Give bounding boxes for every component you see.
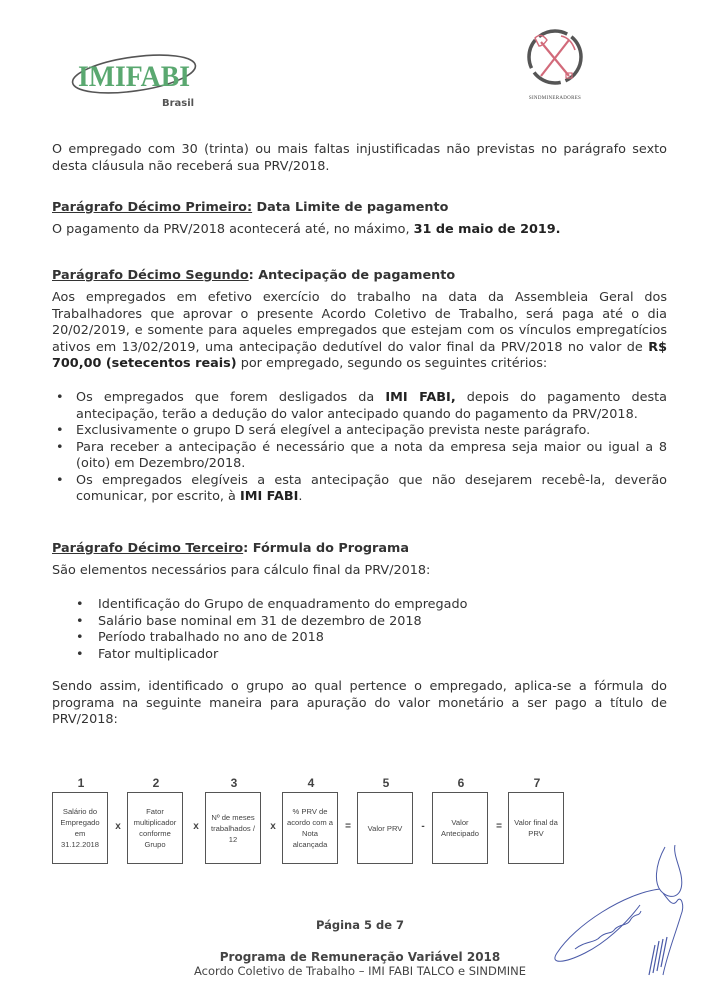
section-11-title: Data Limite de pagamento	[252, 200, 449, 215]
advance-amount: R$ 700,00 (setecentos reais)	[52, 339, 667, 371]
formula-box-salary: Salário do Empregado em 31.12.2018	[52, 792, 108, 864]
section-13-closing: Sendo assim, identificado o grupo ao qual pertence o empregado, aplica-se a fórmula do programa na seguinte maneira para apuração do valor monetário a ser pago a título de PRV/2018:	[52, 679, 667, 727]
criteria-text: .	[298, 489, 303, 504]
criteria-text: Exclusivamente o grupo D será elegível a antecipação prevista neste parágrafo.	[76, 423, 591, 438]
section-13-intro: São elementos necessários para cálculo final da PRV/2018:	[52, 563, 431, 578]
formula-box-final-value: Valor final da PRV	[508, 792, 564, 864]
section-13-heading	[52, 541, 409, 557]
multiply-operator: x	[193, 821, 199, 832]
formula-step-number: 2	[152, 776, 160, 790]
formula-step-number: 5	[382, 776, 390, 790]
section-12-criteria	[52, 390, 667, 506]
minus-operator: -	[421, 821, 425, 832]
page-number: Página 5 de 7	[315, 918, 405, 932]
criteria-item	[52, 390, 667, 423]
element-item: • Identificação do Grupo de enquadramento do empregado	[52, 597, 667, 614]
criteria-bold: IMI FABI	[239, 489, 299, 504]
logo-caption: SINDMINERADORES	[528, 96, 582, 101]
criteria-text: Os empregados que forem desligados da	[76, 390, 386, 405]
formula-step-number: 1	[77, 776, 85, 790]
logo-subtitle: Brasil	[162, 98, 195, 109]
pick-shovel-icon	[525, 22, 585, 92]
equals-operator: =	[345, 821, 351, 832]
element-item: • Salário base nominal em 31 de dezembro de 2018	[52, 614, 667, 631]
multiply-operator: x	[115, 821, 121, 832]
footer-agreement: Acordo Coletivo de Trabalho – IMI FABI TALCO e SINDMINE	[193, 964, 527, 978]
imifabi-logo	[70, 48, 200, 118]
footer-program-title: Programa de Remuneração Variável 2018	[219, 950, 501, 964]
formula-box-multiplier: Fator multiplicador conforme Grupo	[127, 792, 183, 864]
multiply-operator: x	[270, 821, 276, 832]
section-12-text-suffix: por empregado, segundo os seguintes critérios:	[236, 356, 548, 371]
formula-box-advance: Valor Antecipado	[432, 792, 488, 864]
criteria-item	[52, 423, 667, 440]
section-12-label: Parágrafo Décimo Segundo	[52, 268, 249, 283]
formula-step-number: 6	[457, 776, 465, 790]
section-13-title: : Fórmula do Programa	[243, 541, 409, 556]
svg-text:IMIFABI: IMIFABI	[78, 60, 190, 93]
criteria-text: Para receber a antecipação é necessário que a nota da empresa seja maior ou igual a 8 (oito) em Dezembro/2018.	[76, 439, 667, 471]
intro-paragraph: O empregado com 30 (trinta) ou mais faltas injustificadas não previstas no parágrafo sexto desta cláusula não receberá sua PRV/2018.	[52, 142, 667, 174]
formula-box-months: Nº de meses trabalhados / 12	[205, 792, 261, 864]
formula-step-number: 4	[307, 776, 315, 790]
criteria-bold: IMI FABI,	[385, 390, 456, 405]
section-11-heading	[52, 200, 448, 216]
criteria-item	[52, 473, 667, 506]
equals-operator: =	[496, 821, 502, 832]
payment-deadline: 31 de maio de 2019.	[413, 222, 561, 237]
element-item: • Fator multiplicador	[52, 647, 667, 664]
formula-step-number: 7	[533, 776, 541, 790]
section-11-label: Parágrafo Décimo Primeiro:	[52, 200, 253, 215]
imifabi-logo-mark	[70, 48, 200, 98]
formula-box-prv-value: Valor PRV	[357, 792, 413, 864]
element-item: • Período trabalhado no ano de 2018	[52, 630, 667, 647]
criteria-text: Os empregados elegíveis a esta antecipação que não desejarem recebê-la, deverão comunicar, por escrito, à	[76, 472, 667, 504]
formula-box-percent: % PRV de acordo com a Nota alcançada	[282, 792, 338, 864]
formula-step-number: 3	[230, 776, 238, 790]
section-11-text	[52, 222, 667, 239]
section-13-label: Parágrafo Décimo Terceiro	[52, 541, 244, 556]
criteria-item	[52, 440, 667, 473]
criteria-text: depois do pagamento desta antecipação, terão a dedução do valor antecipado quando do pagamento da PRV/2018.	[76, 390, 667, 422]
section-12-heading	[52, 268, 455, 284]
section-12-text-prefix: Aos empregados em efetivo exercício do trabalho na data da Assembleia Geral dos Trabalhadores que aprovar o presente Acordo Coletivo de Trabalho, será paga até o dia 20/02/2019, e somente para aqueles empregados que estejam com os vínculos empregatícios ativos em 13/02/2019, uma antecipação dedutível do valor final da PRV/2018 no valor de	[52, 290, 667, 355]
section-11-text-prefix: O pagamento da PRV/2018 acontecerá até, no máximo,	[52, 222, 414, 237]
sindmineradores-logo	[525, 22, 585, 112]
section-12-text	[52, 290, 667, 373]
section-13-elements	[52, 597, 667, 663]
section-12-title: : Antecipação de pagamento	[248, 268, 456, 283]
